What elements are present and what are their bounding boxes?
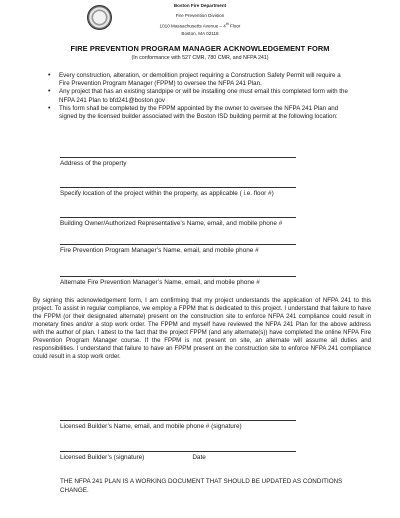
builder-signature-label: Licensed Builder’s (signature) (60, 454, 145, 461)
date-label: Date (192, 454, 206, 461)
alternate-fppm-field[interactable] (60, 276, 300, 286)
builder-signature-field[interactable] (60, 451, 300, 461)
instruction-item: • Any project that has an existing standpipe or will be installing one must email this completed form with the NFPA 241 Plan to bfd241@boston.gov (48, 88, 348, 104)
field-label (60, 454, 300, 461)
field-label: Fire Prevention Program Manager’s Name, email, and mobile phone # (60, 247, 259, 254)
signature-line (60, 451, 296, 452)
field-label: Licensed Builder’s Name, email, and mobile phone # (signature) (60, 423, 242, 430)
address-street: 1010 Massachusetts Avenue – 4 (159, 23, 226, 29)
field-label: Specify location of the project within the property, as applicable ( i.e. floor #) (60, 190, 274, 197)
signature-line (60, 217, 296, 218)
signature-line (60, 420, 296, 421)
acknowledgement-statement: By signing this acknowledgement form, I am confirming that my project understands the application of NFPA 241 to this project. To assist in regular compliance, we employ a FPPM that is dedicated to this project. I understand that failure to have the FPPM (or their designated alternate) present on the construction site to enforce NFPA 241 compliance could result in monetary fines and/or a stop work order. The FPPM and myself have reviewed the NFPA 241 Plan for the above address with the author of plan. I attest to the fact that the project FPPM (and any alternate(s)) have completed the online NFPA Fire Prevention Program Manager course. If the FPPM is not present on site, an alternate will assume all duties and responsibilities. I understand that failure to have an FPPM present on the construction site to enforce NFPA 241 compliance could result in a stop work order. (33, 297, 371, 361)
property-address-field[interactable] (60, 157, 300, 167)
department-city: Boston, MA 02118 (181, 31, 219, 36)
instruction-item: • This form shall be completed by the FPPM appointed by the owner to oversee the NFPA 241 Plan and signed by the licensed builder associated with the Boston ISD building permit at the following location: (48, 105, 348, 121)
instructions-list (48, 72, 348, 121)
department-name: Boston Fire Department (173, 3, 227, 8)
signature-line (60, 157, 296, 158)
form-subtitle: (In conformance with 527 CMR, 780 CMR, and NFPA 241) (131, 55, 269, 61)
field-label: Alternate Fire Prevention Manager’s Name, email, and mobile phone # (60, 279, 260, 286)
builder-info-field[interactable] (60, 420, 300, 430)
project-location-field[interactable] (60, 187, 300, 197)
instruction-item: • Every construction, alteration, or demolition project requiring a Construction Safety Permit will require a Fire Prevention Program Manager (FPPM) to oversee the NFPA 241 Plan. (48, 72, 348, 88)
working-document-note: THE NFPA 241 PLAN IS A WORKING DOCUMENT THAT SHOULD BE UPDATED AS CONDITIONS CHANGE. (60, 478, 343, 494)
department-address (0, 22, 400, 29)
field-label: Address of the property (60, 160, 127, 167)
fppm-info-field[interactable] (60, 244, 300, 254)
address-floor-suffix: th (225, 22, 229, 26)
address-floor: Floor (228, 23, 241, 29)
signature-line (60, 187, 296, 188)
division-name: Fire Prevention Division (175, 13, 225, 18)
field-label: Building Owner/Authorized Representative’s Name, email, and mobile phone # (60, 220, 283, 227)
owner-info-field[interactable] (60, 217, 300, 227)
form-title: FIRE PREVENTION PROGRAM MANAGER ACKNOWLEDGEMENT FORM (70, 44, 330, 53)
signature-line (60, 276, 296, 277)
signature-line (60, 244, 296, 245)
